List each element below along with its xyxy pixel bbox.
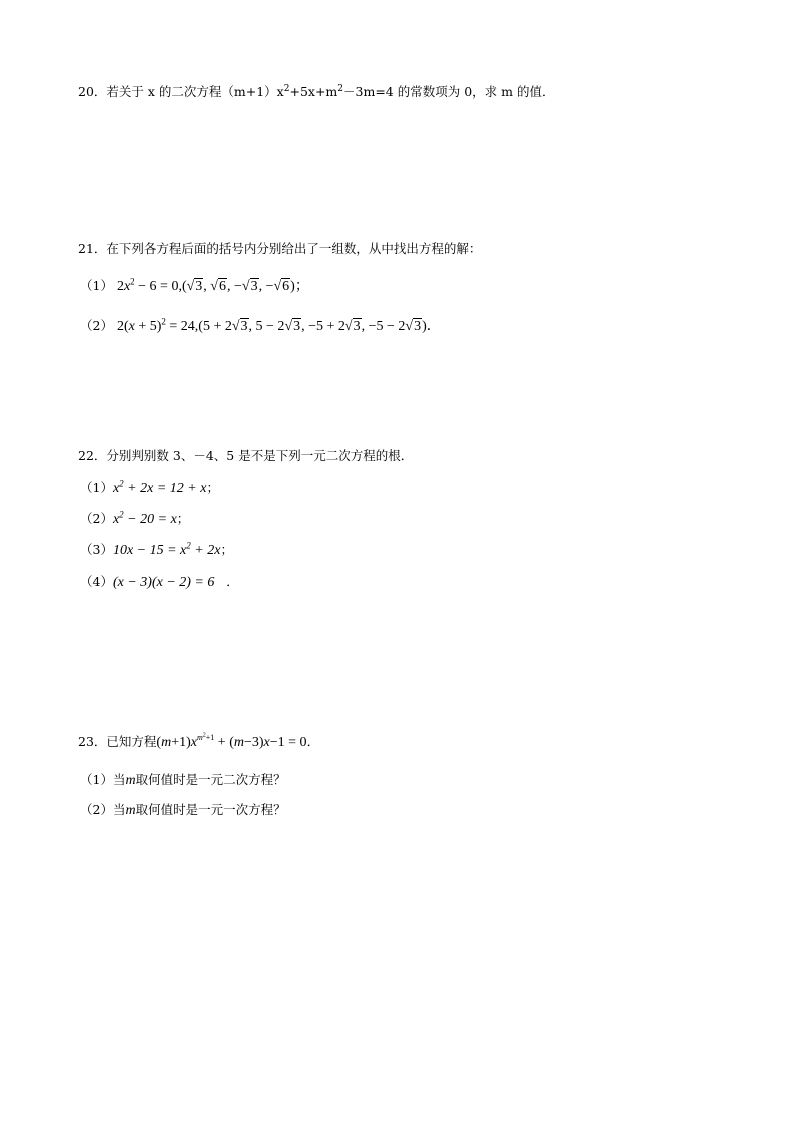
problem-23-item-1 [80, 772, 286, 789]
equation: $(m+1)x^{m^2+1} + (m-3)x-1 = 0$ [156, 732, 307, 750]
problem-22-item-2 [80, 511, 189, 528]
problem-number: 23． [78, 734, 107, 749]
item-tail: ； [176, 511, 190, 526]
equation: $x^2 - 20 = x$ [112, 509, 177, 527]
problem-22-item-3 [80, 542, 233, 559]
problem-23-item-2 [80, 802, 286, 819]
equation: $x^2 + 2x = 12 + x$ [112, 478, 207, 496]
item-text: 当 [112, 772, 126, 787]
problem-21-item-2 [80, 318, 441, 335]
problem-20 [78, 84, 554, 100]
problem-21-stem [78, 241, 481, 257]
item-label: （2） [80, 318, 113, 333]
problem-text: －3m=4 的常数项为 0，求 m 的值． [343, 84, 555, 99]
item-text: 取何值时是一元二次方程？ [135, 772, 286, 787]
item-label: （2） [80, 802, 113, 817]
problem-text: +5x+m [289, 84, 338, 99]
equation: $10x - 15 = x^2 + 2x$ [112, 540, 221, 558]
problem-number: 22． [78, 448, 107, 463]
problem-text: 在下列各方程后面的括号内分别给出了一组数，从中找出方程的解： [106, 241, 482, 256]
item-text: 当 [112, 802, 126, 817]
equation: (x − 3)(x − 2) = 6 [112, 575, 215, 590]
problem-text: 若关于 x 的二次方程（m+1）x [106, 84, 284, 99]
variable: m [125, 803, 136, 818]
item-tail: ； [220, 542, 233, 557]
item-tail: ． [226, 574, 239, 589]
problem-22-stem [78, 448, 413, 464]
variable: m [125, 773, 136, 788]
problem-22-item-4 [80, 574, 239, 591]
problem-number: 20． [78, 84, 107, 99]
item-label: （3） [80, 542, 113, 557]
item-label: （2） [80, 511, 113, 526]
item-tail: ； [206, 480, 219, 495]
exponent: 2 [283, 83, 290, 94]
problem-text: 已知方程 [106, 734, 157, 749]
equation: $2x^2 - 6 = 0,(√3$, √6, −√3, −√6)； [116, 276, 309, 294]
item-label: （4） [80, 574, 113, 589]
problem-23-stem [78, 734, 319, 751]
item-label: （1） [80, 480, 113, 495]
problem-number: 21． [78, 241, 107, 256]
item-label: （1） [80, 278, 113, 293]
problem-22-item-1 [80, 480, 219, 497]
problem-21-item-1 [80, 278, 309, 295]
exponent: 2 [337, 83, 344, 94]
item-label: （1） [80, 772, 113, 787]
problem-text: 分别判别数 3、－4、5 是不是下列一元二次方程的根． [106, 448, 414, 463]
problem-text: ． [306, 734, 320, 749]
item-text: 取何值时是一元一次方程？ [135, 802, 286, 817]
equation: $2(x + 5)^2 = 24,(5 + 2√3$, 5 − 2√3, −5 + 2√3, −5 − 2√3)． [116, 316, 441, 334]
